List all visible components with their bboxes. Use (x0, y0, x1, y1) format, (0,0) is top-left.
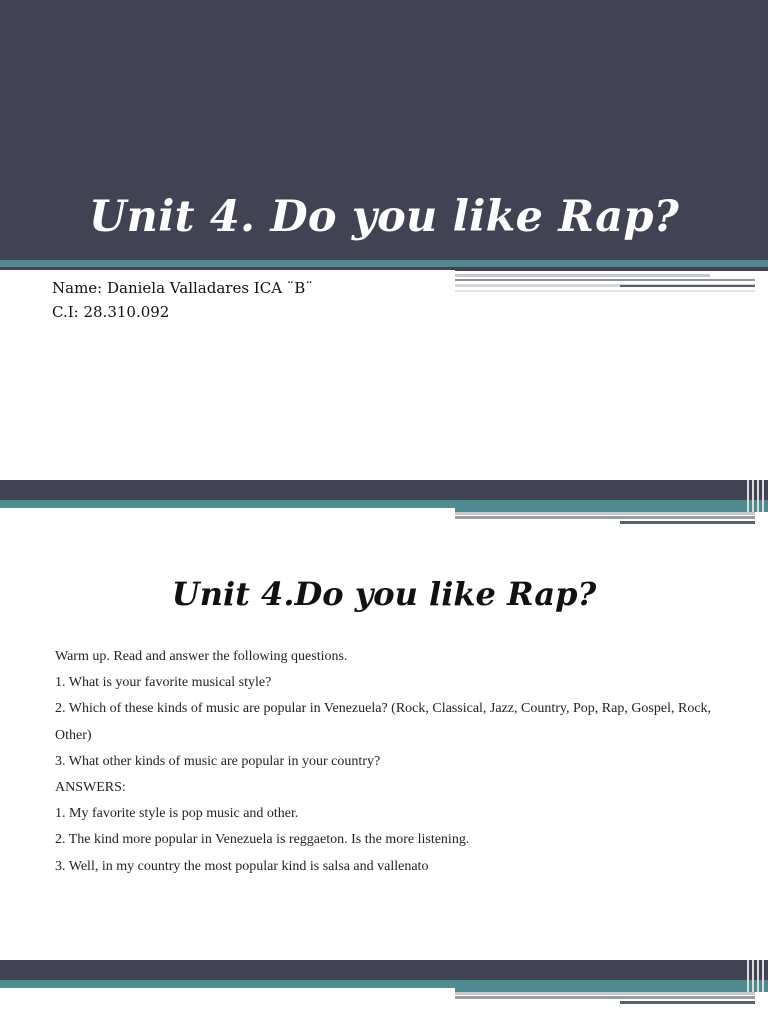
header-band-grey-1 (455, 274, 710, 277)
slide3-top-grey-2 (455, 996, 755, 999)
body-line: 3. What other kinds of music are popular in your country? (55, 753, 381, 769)
body-line: 1. My favorite style is pop music and other. (55, 806, 299, 822)
slide2-top-grey-2 (455, 516, 755, 519)
body-line: 2. The kind more popular in Venezuela is reggaeton. Is the more listening. (55, 832, 470, 848)
slide3-top-dark-bar (0, 960, 768, 980)
slide2-body (55, 646, 735, 882)
body-line: 1. What is your favorite musical style? (55, 675, 272, 691)
body-line: ANSWERS: (55, 779, 126, 795)
header-band-teal (0, 260, 768, 267)
slide2-top-white-gap (0, 508, 455, 512)
body-line: 3. Well, in my country the most popular kind is salsa and vallenato (55, 858, 429, 874)
slide3-top-grey-1 (455, 992, 755, 995)
slide3-top-grey-3 (620, 1001, 755, 1004)
header-band-grey-2 (455, 279, 755, 281)
body-line: Warm up. Read and answer the following questions. (55, 649, 348, 664)
body-line: 2. Which of these kinds of music are popular in Venezuela? (Rock, Classical, Jazz, Country, Pop, Rap, Gospel, Rock, (55, 701, 712, 717)
slide2-top-grey-1 (455, 512, 755, 515)
header-band-grey-4 (620, 285, 755, 287)
slide3-top-stripes (744, 960, 768, 992)
body-line: Other) (55, 727, 92, 743)
slide2-top-stripes (744, 480, 768, 512)
slide2-top-grey-3 (620, 521, 755, 524)
header-band-dark-left (0, 267, 540, 270)
student-name: Name: Daniela Valladares ICA ¨B¨ (52, 279, 313, 297)
slide1-title: Unit 4. Do you like Rap? (88, 192, 680, 242)
slide3-top-white-gap (0, 988, 455, 992)
header-band-grey-5 (455, 290, 755, 292)
student-ci: C.I: 28.310.092 (52, 303, 170, 321)
slide2-title: Unit 4.Do you like Rap? (171, 575, 597, 613)
slide2-top-dark-bar (0, 480, 768, 500)
